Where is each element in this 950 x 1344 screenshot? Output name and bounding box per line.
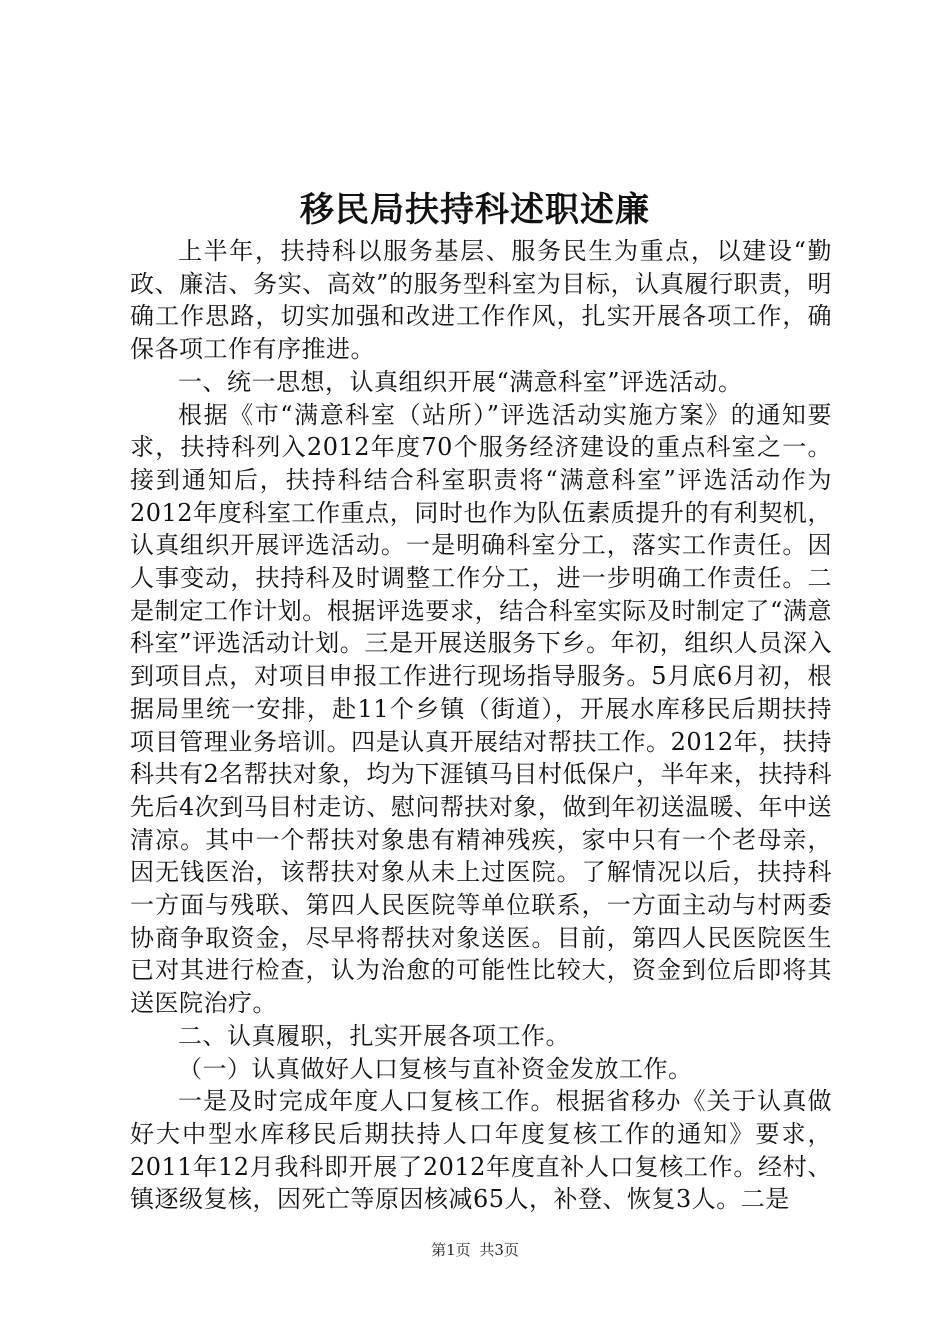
page-title: 移民局扶持科述职述廉 (300, 190, 650, 230)
page-footer (0, 1240, 950, 1260)
paragraph-section-heading-1: 一、统一思想，认真组织开展“满意科室”评选活动。 (178, 367, 743, 396)
paragraph-subsection-1-body: 一是及时完成年度人口复核工作。根据省移办《关于认真做好大中型水库移民后期扶持人口年度复核工作的通知》要求，2011年12月我科即开展了2012年度直补人口复核工作。经村、镇逐级复核，因死亡等原因核减65人，补登、恢复3人。二是 (130, 1087, 832, 1214)
paragraph-subsection-heading-1: （一）认真做好人口复核与直补资金发放工作。 (178, 1054, 693, 1083)
page-total: 共3页 (479, 1241, 519, 1259)
paragraph-intro: 上半年，扶持科以服务基层、服务民生为重点，以建设“勤政、廉洁、务实、高效”的服务型科室为目标，认真履行职责，明确工作思路，切实加强和改进工作作风，扎实开展各项工作，确保各项工作有序推进。 (130, 237, 832, 364)
document-body (130, 235, 832, 1216)
paragraph-section-1-body: 根据《市“满意科室（站所）”评选活动实施方案》的通知要求，扶持科列入2012年度70个服务经济建设的重点科室之一。接到通知后，扶持科结合科室职责将“满意科室”评选活动作为2012年度科室工作重点，同时也作为队伍素质提升的有利契机，认真组织开展评选活动。一是明确科室分工，落实工作责任。因人事变动，扶持科及时调整工作分工，进一步明确工作责任。二是制定工作计划。根据评选要求，结合科室实际及时制定了“满意科室”评选活动计划。三是开展送服务下乡。年初，组织人员深入到项目点，对项目申报工作进行现场指导服务。5月底6月初，根据局里统一安排，赴11个乡镇（街道），开展水库移民后期扶持项目管理业务培训。四是认真开展结对帮扶工作。2012年，扶持科共有2名帮扶对象，均为下涯镇马目村低保户，半年来，扶持科先后4次到马目村走访、慰问帮扶对象，做到年初送温暖、年中送清凉。其中一个帮扶对象患有精神残疾，家中只有一个老母亲，因无钱医治，该帮扶对象从未上过医院。了解情况以后，扶持科一方面与残联、第四人民医院等单位联系，一方面主动与村两委协商争取资金，尽早将帮扶对象送医。目前，第四人民医院医生已对其进行检查，认为治愈的可能性比较大，资金到位后即将其送医院治疗。 (130, 400, 832, 1018)
page-number: 第1页 (431, 1241, 471, 1259)
paragraph-section-heading-2: 二、认真履职，扎实开展各项工作。 (178, 1021, 570, 1050)
